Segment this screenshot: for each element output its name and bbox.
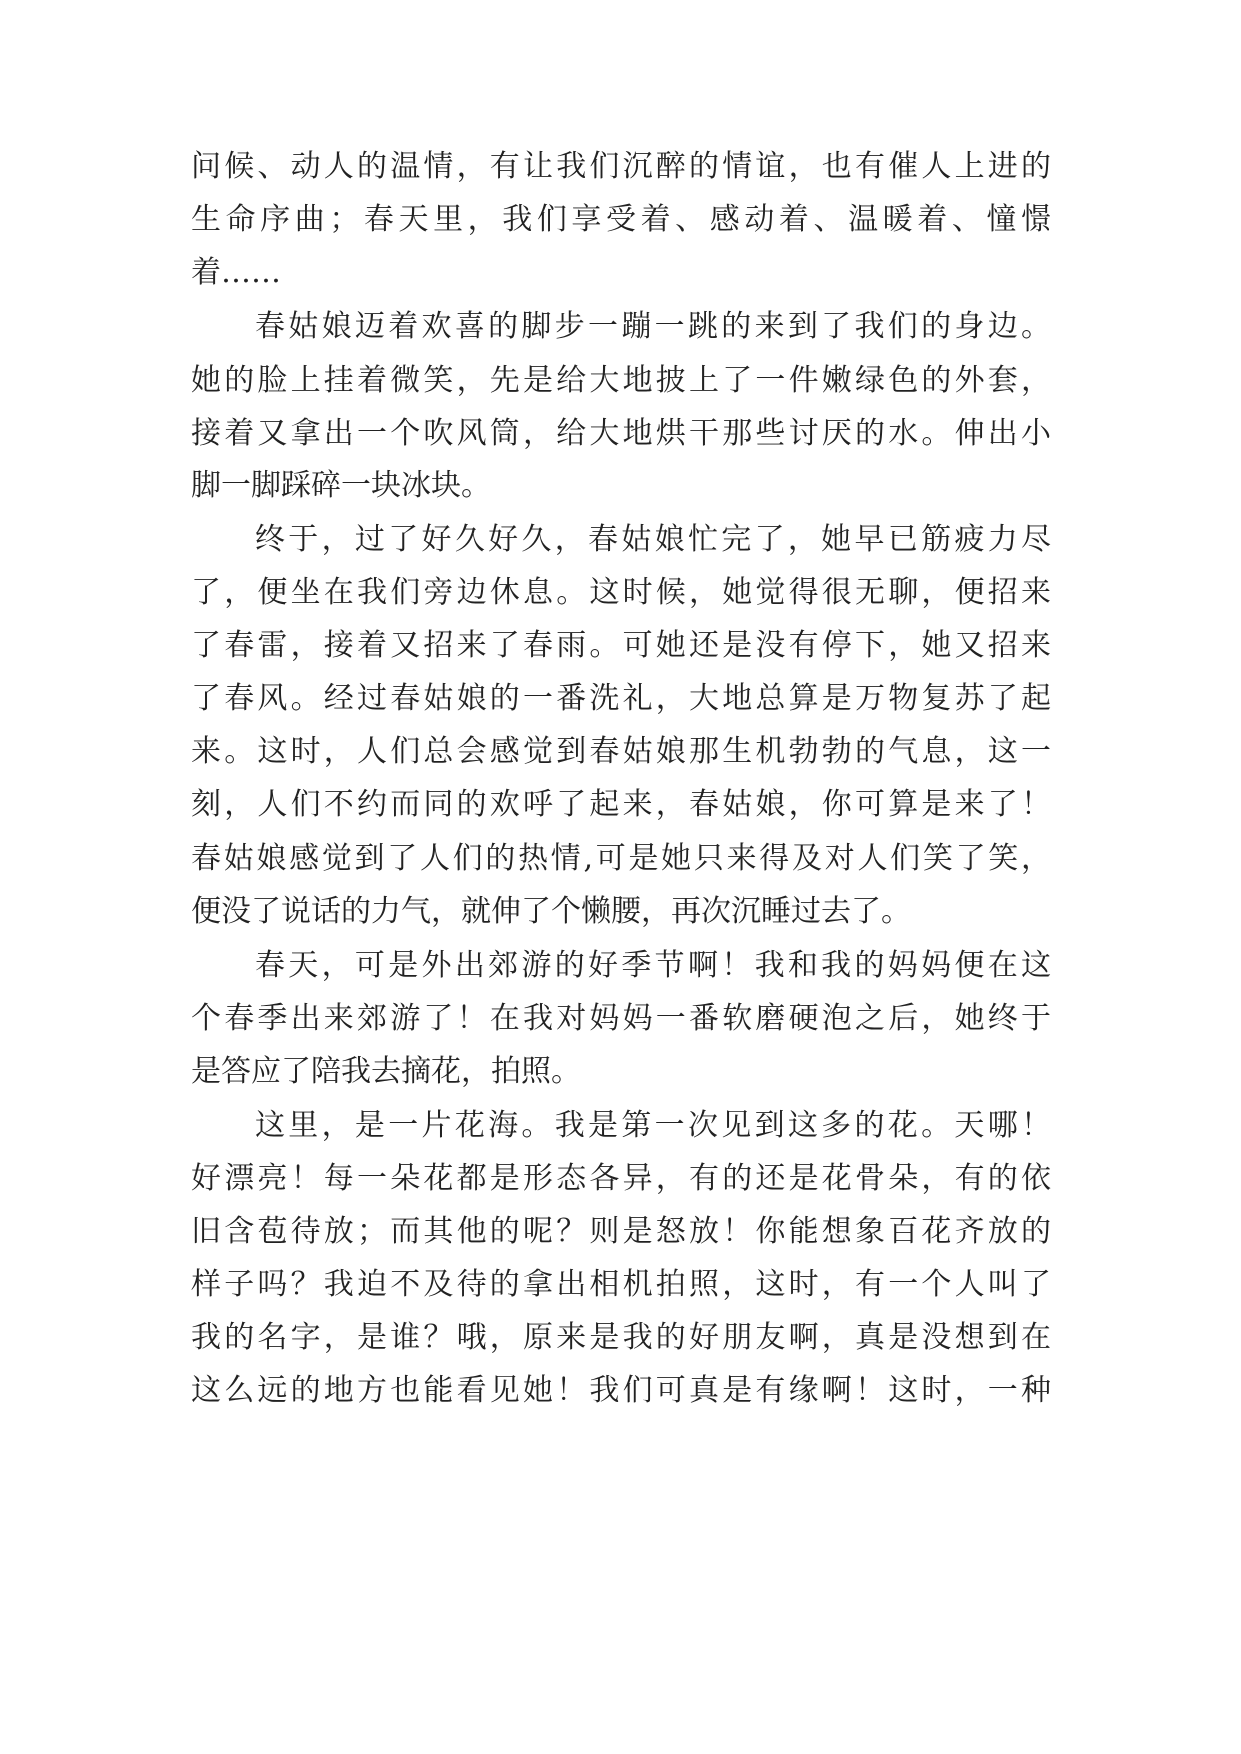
text-line: 个春季出来郊游了！在我对妈妈一番软磨硬泡之后，她终于 [191, 1001, 1051, 1036]
paragraph-first-line: 春天，可是外出郊游的好季节啊！我和我的妈妈便在这 [255, 948, 1051, 983]
text-line: 是答应了陪我去摘花，拍照。 [191, 1054, 581, 1089]
text-line: 来。这时，人们总会感觉到春姑娘那生机勃勃的气息，这一 [191, 734, 1051, 769]
text-line: 了，便坐在我们旁边休息。这时候，她觉得很无聊，便招来 [191, 575, 1051, 610]
text-line: 便没了说话的力气，就伸了个懒腰，再次沉睡过去了。 [191, 894, 911, 929]
text-line: 好漂亮！每一朵花都是形态各异，有的还是花骨朵，有的依 [191, 1161, 1051, 1196]
paragraph-first-line: 这里，是一片花海。我是第一次见到这多的花。天哪！ [255, 1108, 1051, 1143]
text-line: 了春雷，接着又招来了春雨。可她还是没有停下，她又招来 [191, 628, 1051, 663]
text-line: 旧含苞待放；而其他的呢？则是怒放！你能想象百花齐放的 [191, 1214, 1051, 1249]
paragraph-first-line: 终于，过了好久好久，春姑娘忙完了，她早已筋疲力尽 [255, 522, 1051, 557]
text-line: 着…… [191, 255, 281, 290]
text-line: 问候、动人的温情，有让我们沉醉的情谊，也有催人上进的 [191, 149, 1051, 184]
text-line: 春姑娘感觉到了人们的热情,可是她只来得及对人们笑了笑， [191, 841, 1051, 876]
text-line: 生命序曲；春天里，我们享受着、感动着、温暖着、憧憬 [191, 202, 1051, 237]
paragraph-first-line: 春姑娘迈着欢喜的脚步一蹦一跳的来到了我们的身边。 [255, 309, 1051, 344]
text-line: 这么远的地方也能看见她！我们可真是有缘啊！这时，一种 [191, 1373, 1051, 1408]
text-line: 脚一脚踩碎一块冰块。 [191, 468, 491, 503]
text-line: 样子吗？我迫不及待的拿出相机拍照，这时，有一个人叫了 [191, 1267, 1051, 1302]
text-line: 接着又拿出一个吹风筒，给大地烘干那些讨厌的水。伸出小 [191, 416, 1051, 451]
text-line: 刻，人们不约而同的欢呼了起来，春姑娘，你可算是来了！ [191, 787, 1051, 822]
text-line: 她的脸上挂着微笑，先是给大地披上了一件嫩绿色的外套， [191, 363, 1051, 398]
text-line: 我的名字，是谁？哦，原来是我的好朋友啊，真是没想到在 [191, 1320, 1051, 1355]
text-line: 了春风。经过春姑娘的一番洗礼，大地总算是万物复苏了起 [191, 681, 1051, 716]
